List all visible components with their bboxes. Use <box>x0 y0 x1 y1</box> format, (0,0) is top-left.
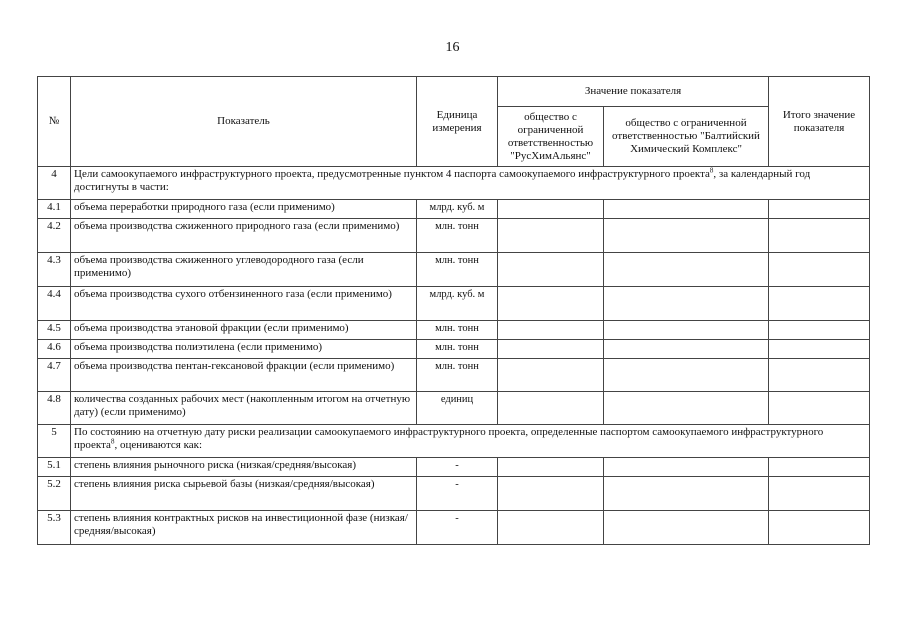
header-value-group: Значение показателя <box>498 77 769 107</box>
row-value-company-1 <box>498 321 604 340</box>
row-value-company-2 <box>604 340 769 359</box>
row-value-company-1 <box>498 392 604 425</box>
row-label: объема производства пентан-гексановой фракции (если применимо) <box>71 359 417 392</box>
row-value-company-2 <box>604 458 769 477</box>
table-row <box>38 253 870 287</box>
row-unit: - <box>417 477 498 511</box>
row-num: 4.1 <box>38 200 71 219</box>
row-value-company-2 <box>604 477 769 511</box>
row-label: степень влияния риска сырьевой базы (низкая/средняя/высокая) <box>71 477 417 511</box>
footnote-mark: 8 <box>709 166 714 175</box>
row-value-company-2 <box>604 287 769 321</box>
row-value-company-2 <box>604 359 769 392</box>
row-value-company-1 <box>498 219 604 253</box>
row-value-company-1 <box>498 359 604 392</box>
table-row <box>38 392 870 425</box>
row-total <box>769 477 870 511</box>
row-num: 5.2 <box>38 477 71 511</box>
section-num: 5 <box>38 425 71 458</box>
row-num: 4.8 <box>38 392 71 425</box>
table-row <box>38 219 870 253</box>
row-label: степень влияния рыночного риска (низкая/средняя/высокая) <box>71 458 417 477</box>
row-total <box>769 340 870 359</box>
row-num: 5.1 <box>38 458 71 477</box>
row-unit: млрд. куб. м <box>417 287 498 321</box>
section-text: По состоянию на отчетную дату риски реализации самоокупаемого инфраструктурного проекта, определенные паспортом самоокупаемого инфраструктурного проекта$^8$, оцениваются как: <box>71 425 870 458</box>
row-label: объема производства сухого отбензиненного газа (если применимо) <box>71 287 417 321</box>
row-value-company-2 <box>604 200 769 219</box>
row-label: объема переработки природного газа (если применимо) <box>71 200 417 219</box>
row-value-company-2 <box>604 321 769 340</box>
header-company-2: общество с ограниченной ответственностью "Балтийский Химический Комплекс" <box>604 107 769 167</box>
row-label: объема производства этановой фракции (если применимо) <box>71 321 417 340</box>
row-total <box>769 458 870 477</box>
section-num: 4 <box>38 167 71 200</box>
table-row <box>38 511 870 545</box>
row-unit: - <box>417 458 498 477</box>
header-indicator: Показатель <box>71 77 417 167</box>
table-row <box>38 287 870 321</box>
row-num: 4.7 <box>38 359 71 392</box>
row-label: объема производства сжиженного природного газа (если применимо) <box>71 219 417 253</box>
header-company-1: общество с ограниченной ответственностью "РусХимАльянс" <box>498 107 604 167</box>
row-num: 4.6 <box>38 340 71 359</box>
row-num: 5.3 <box>38 511 71 545</box>
row-num: 4.5 <box>38 321 71 340</box>
row-label: степень влияния контрактных рисков на инвестиционной фазе (низкая/средняя/высокая) <box>71 511 417 545</box>
row-total <box>769 359 870 392</box>
table-row <box>38 477 870 511</box>
table-row <box>38 458 870 477</box>
indicators-table <box>37 76 870 545</box>
row-total <box>769 200 870 219</box>
row-value-company-2 <box>604 219 769 253</box>
header-num: № <box>38 77 71 167</box>
row-unit: - <box>417 511 498 545</box>
row-value-company-1 <box>498 200 604 219</box>
row-value-company-1 <box>498 477 604 511</box>
row-value-company-1 <box>498 458 604 477</box>
row-value-company-1 <box>498 253 604 287</box>
row-value-company-1 <box>498 511 604 545</box>
row-total <box>769 219 870 253</box>
row-total <box>769 321 870 340</box>
row-total <box>769 287 870 321</box>
row-unit: млн. тонн <box>417 359 498 392</box>
header-total: Итого значение показателя <box>769 77 870 167</box>
section-row-5 <box>38 425 870 458</box>
row-unit: млн. тонн <box>417 219 498 253</box>
row-value-company-1 <box>498 340 604 359</box>
row-unit: млн. тонн <box>417 340 498 359</box>
table-row <box>38 340 870 359</box>
row-value-company-2 <box>604 511 769 545</box>
section-text: Цели самоокупаемого инфраструктурного проекта, предусмотренные пунктом 4 паспорта самоокупаемого инфраструктурного проекта$^8$, за календарный год достигнуты в части: <box>71 167 870 200</box>
row-label: объема производства полиэтилена (если применимо) <box>71 340 417 359</box>
row-total <box>769 511 870 545</box>
row-unit: млн. тонн <box>417 321 498 340</box>
row-value-company-2 <box>604 253 769 287</box>
row-unit: млрд. куб. м <box>417 200 498 219</box>
row-num: 4.3 <box>38 253 71 287</box>
footnote-mark: 8 <box>110 437 115 446</box>
table-row <box>38 321 870 340</box>
row-value-company-1 <box>498 287 604 321</box>
table-row <box>38 200 870 219</box>
row-total <box>769 392 870 425</box>
row-num: 4.4 <box>38 287 71 321</box>
row-value-company-2 <box>604 392 769 425</box>
row-label: объема производства сжиженного углеводородного газа (если применимо) <box>71 253 417 287</box>
row-num: 4.2 <box>38 219 71 253</box>
page-number: 16 <box>445 40 460 55</box>
row-label: количества созданных рабочих мест (накопленным итогом на отчетную дату) (если применимо) <box>71 392 417 425</box>
section-row-4 <box>38 167 870 200</box>
row-unit: единиц <box>417 392 498 425</box>
row-unit: млн. тонн <box>417 253 498 287</box>
row-total <box>769 253 870 287</box>
header-unit: Единица измерения <box>417 77 498 167</box>
table-row <box>38 359 870 392</box>
